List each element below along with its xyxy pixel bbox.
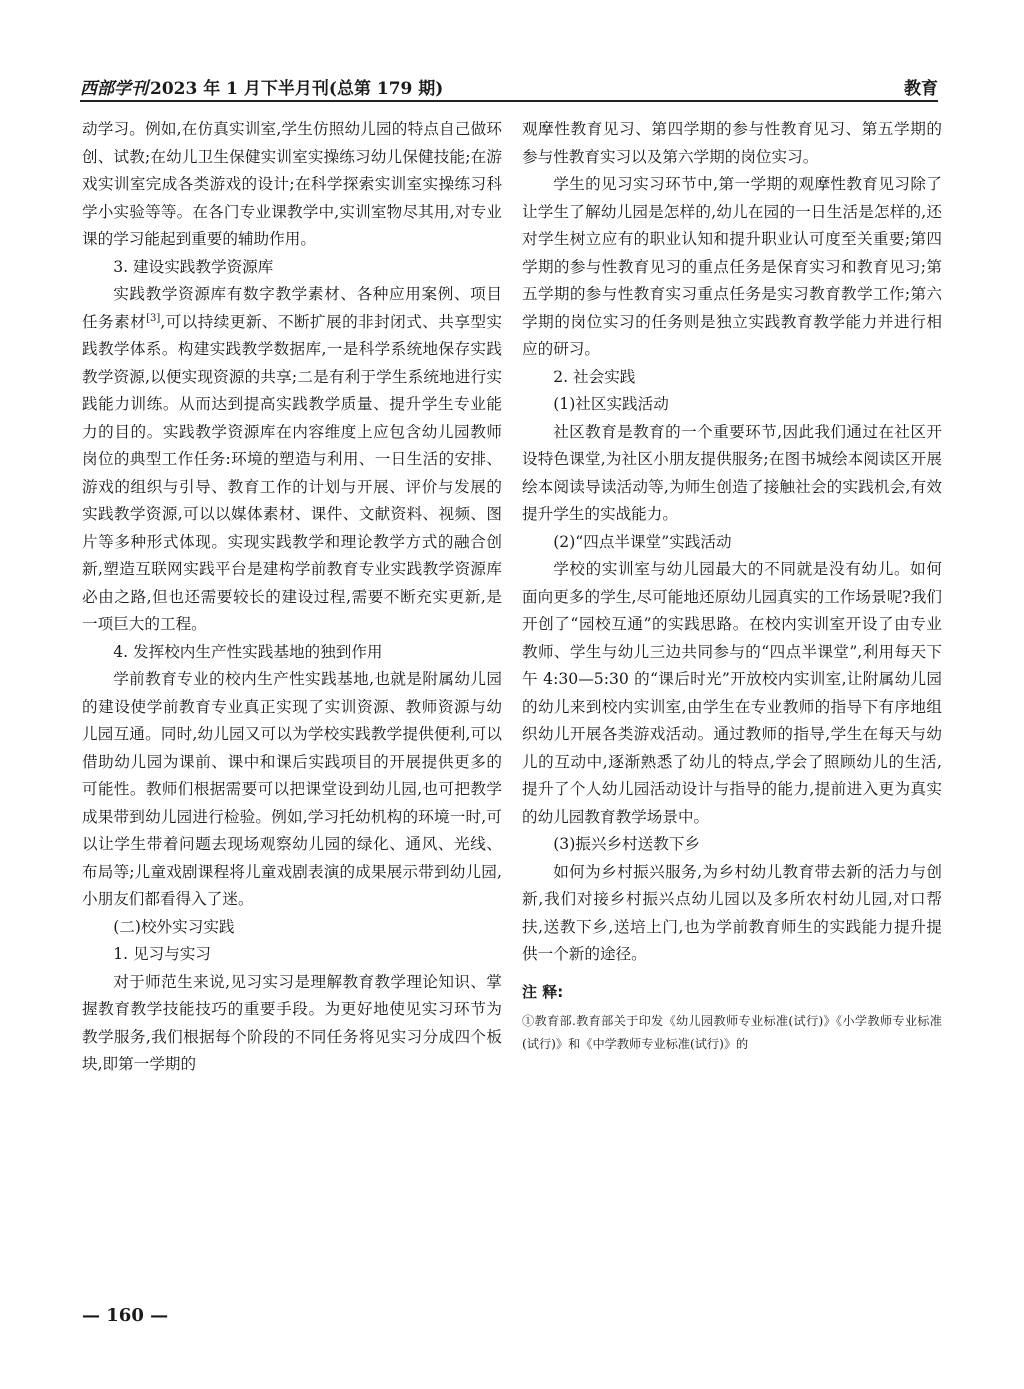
left-column [82,116,502,1079]
header-rule [80,100,938,102]
paragraph: 实践教学资源库有数字教学素材、各种应用案例、项目任务素材[3],可以持续更新、不断扩展的非封闭式、共享型实践教学体系。构建实践教学数据库,一是科学系统地保存实践教学资源,以便实现资源的共享;二是有利于学生系统地进行实践能力训练。从而达到提高实践教学质量、提升学生专业能力的目的。实践教学资源库在内容维度上应包含幼儿园教师岗位的典型工作任务:环境的塑造与利用、一日生活的安排、游戏的组织与引导、教育工作的计划与开展、评价与发展的实践教学资源,可以以媒体素材、课件、文献资料、视频、图片等多种形式体现。实现实践教学和理论教学方式的融合创新,塑造互联网实践平台是建构学前教育专业实践教学资源库必由之路,但也还需要较长的建设过程,需要不断充实更新,是一项巨大的工程。 [82,285,502,633]
running-header [80,74,938,98]
journal-issue [80,74,443,99]
subheading: 1. 见习与实习 [113,945,211,963]
subheading: (2)“四点半课堂”实践活动 [553,532,732,551]
section-title: 教育 [904,79,938,99]
footnote: ①教育部.教育部关于印发《幼儿园教师专业标准(试行)》《小学教师专业标准(试行)》和《中学教师专业标准(试行)》的 [522,1014,942,1051]
subheading: 3. 建设实践教学资源库 [113,257,274,276]
issue-info: 2023 年 1 月下半月刊(总第 179 期) [150,79,444,99]
citation: [3] [146,312,161,324]
subheading: (1)社区实践活动 [553,395,669,413]
paragraph: 学前教育专业的校内生产性实践基地,也就是附属幼儿园的建设使学前教育专业真正实现了实训资源、教师资源与幼儿园互通。同时,幼儿园又可以为学校实践教学提供便利,可以借助幼儿园为课前、课中和课后实践项目的开展提供更多的可能性。教师们根据需要可以把课堂设到幼儿园,也可把教学成果带到幼儿园进行检验。例如,学习托幼机构的环境一时,可以让学生带着问题去现场观察幼儿园的绿化、通风、光线、布局等;儿童戏剧课程将儿童戏剧表演的成果展示带到幼儿园,小朋友们都看得入了迷。 [82,670,502,908]
paragraph: 如何为乡村振兴服务,为乡村幼儿教育带去新的活力与创新,我们对接乡村振兴点幼儿园以及多所农村幼儿园,对口帮扶,送教下乡,送培上门,也为学前教育师生的实践能力提升提供一个新的途径。 [522,862,942,963]
paragraph: 观摩性教育见习、第四学期的参与性教育见习、第五学期的参与性教育实习以及第六学期的岗位实习。 [522,120,942,166]
subheading: (二)校外实习实践 [113,917,235,936]
paragraph: 学生的见习实习环节中,第一学期的观摩性教育见习除了让学生了解幼儿园是怎样的,幼儿在园的一日生活是怎样的,还对学生树立应有的职业认知和提升职业认可度至关重要;第四学期的参与性教育见习的重点任务是保育实习和教育见习;第五学期的参与性教育实习重点任务是实习教育教学工作;第六学期的岗位实习的任务则是独立实践教育教学能力并进行相应的研习。 [522,175,942,358]
notes-title: 注 释: [522,982,564,1001]
paragraph: 社区教育是教育的一个重要环节,因此我们通过在社区开设特色课堂,为社区小朋友提供服务;在图书城绘本阅读区开展绘本阅读导读活动等,为师生创造了接触社会的实践机会,有效提升学生的实战能力。 [522,422,942,523]
paragraph: 对于师范生来说,见习实习是理解教育教学理论知识、掌握教育教学技能技巧的重要手段。为更好地使见实习环节为教学服务,我们根据每个阶段的不同任务将见实习分成四个板块,即第一学期的 [82,972,502,1073]
right-column [522,116,942,1056]
page-number: — 160 — [82,1305,169,1326]
paragraph: 动学习。例如,在仿真实训室,学生仿照幼儿园的特点自己做环创、试教;在幼儿卫生保健实训室实操练习幼儿保健技能;在游戏实训室完成各类游戏的设计;在科学探索实训室实操练习科学小实验等等。在各门专业课教学中,实训室物尽其用,对专业课的学习能起到重要的辅助作用。 [82,120,502,248]
subheading: 2. 社会实践 [553,367,636,386]
paragraph: 学校的实训室与幼儿园最大的不同就是没有幼儿。如何面向更多的学生,尽可能地还原幼儿园真实的工作场景呢?我们开创了“园校互通”的实践思路。在校内实训室开设了由专业教师、学生与幼儿三边共同参与的“四点半课堂”,利用每天下午 4:30—5:30 的“课后时光”开放校内实训室,让附属幼儿园的幼儿来到校内实训室,由学生在专业教师的指导下有序地组织幼儿开展各类游戏活动。通过教师的指导,学生在每天与幼儿的互动中,逐渐熟悉了幼儿的特点,学会了照顾幼儿的生活,提升了个人幼儿园活动设计与指导的能力,提前进入更为真实的幼儿园教育教学场景中。 [522,560,942,826]
subheading: (3)振兴乡村送教下乡 [553,835,701,853]
journal-logo: 西部学刊 [80,79,148,99]
subheading: 4. 发挥校内生产性实践基地的独到作用 [113,642,383,661]
